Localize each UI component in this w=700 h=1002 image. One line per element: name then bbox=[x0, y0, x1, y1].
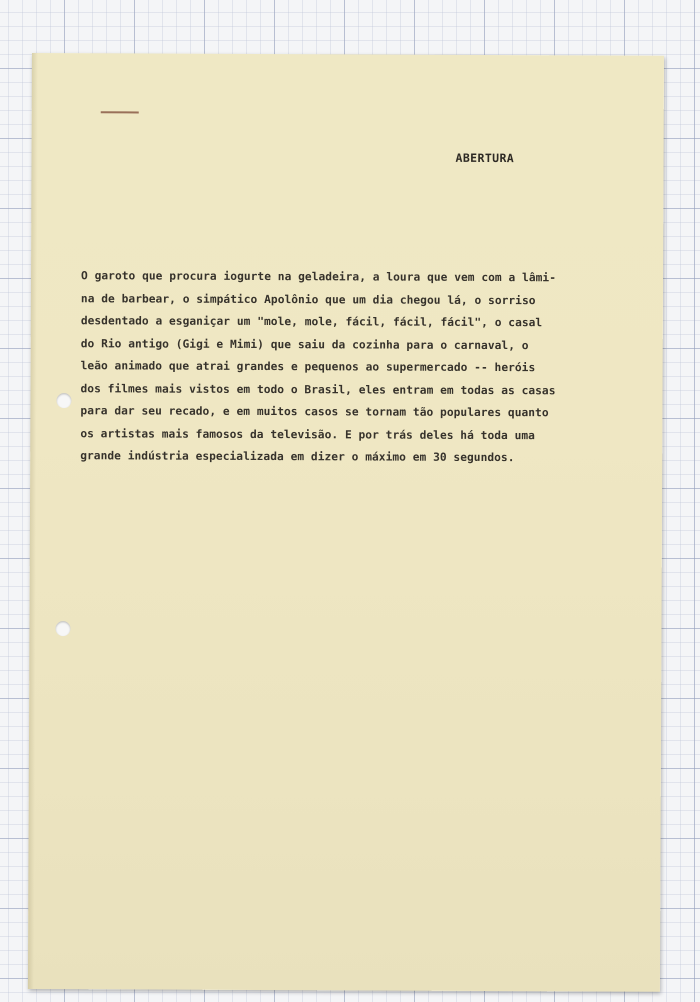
typewritten-page bbox=[28, 53, 664, 992]
text-line: os artistas mais famosos da televisão. E por trás deles há toda uma bbox=[80, 426, 535, 442]
text-line: O garoto que procura iogurte na geladeira, a loura que vem com a lâmi- bbox=[81, 269, 557, 285]
text-line: para dar seu recado, e em muitos casos se tornam tão populares quanto bbox=[80, 404, 549, 420]
pen-mark bbox=[101, 111, 139, 113]
body-paragraph bbox=[80, 265, 621, 470]
punch-hole bbox=[56, 393, 71, 408]
page-heading: ABERTURA bbox=[455, 150, 515, 166]
text-line: do Rio antigo (Gigi e Mimi) que saiu da cozinha para o carnaval, o bbox=[80, 336, 529, 352]
text-line: leão animado que atrai grandes e pequenos ao supermercado -- heróis bbox=[80, 359, 536, 375]
text-line: grande indústria especializada em dizer o máximo em 30 segundos. bbox=[80, 449, 515, 465]
punch-hole bbox=[55, 621, 70, 636]
text-line: na de barbear, o simpático Apolônio que um dia chegou lá, o sorriso bbox=[80, 291, 536, 307]
text-line: desdentado a esganiçar um "mole, mole, fácil, fácil, fácil", o casal bbox=[80, 314, 543, 330]
text-line: dos filmes mais vistos em todo o Brasil, eles entram em todas as casas bbox=[80, 381, 556, 397]
